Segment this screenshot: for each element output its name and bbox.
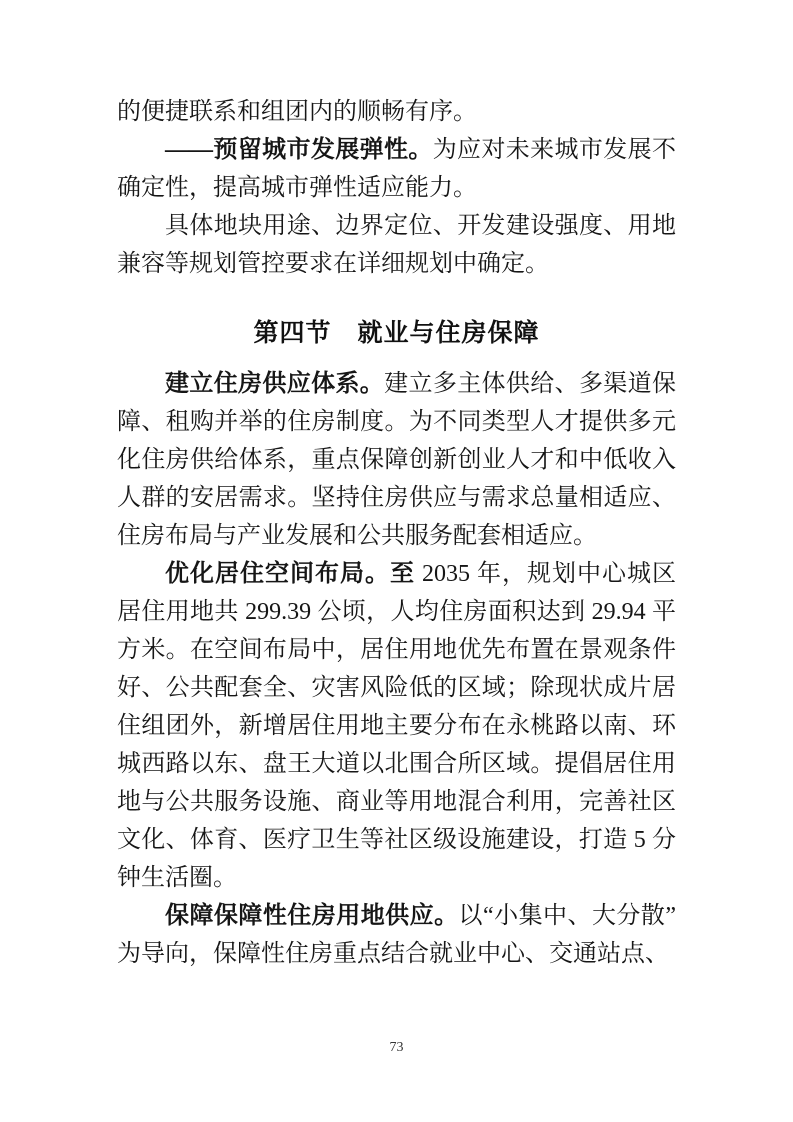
paragraph-text: 建立多主体供给、多渠道保障、租购并举的住房制度。为不同类型人才提供多元化住房供给体系，重点保障创新创业人才和中低收入人群的安居需求。坚持住房供应与需求总量相适应、住房布局与产业发展和公共服务配套相适应。	[117, 371, 677, 549]
paragraph	[117, 207, 676, 283]
paragraph	[117, 365, 676, 555]
paragraph-lead-bold: 保障保障性住房用地供应。	[165, 903, 459, 929]
paragraph-lead-bold: ——预留城市发展弹性。	[165, 137, 433, 163]
page-number: 73	[389, 1040, 404, 1055]
paragraph-text: 具体地块用途、边界定位、开发建设强度、用地兼容等规划管控要求在详细规划中确定。	[117, 213, 676, 277]
paragraph-text: 以“小集中、大分散”为导向，保障性住房重点结合就业中心、交通站点、	[117, 903, 677, 967]
document-body	[117, 93, 676, 973]
paragraph-text: 的便捷联系和组团内的顺畅有序。	[117, 99, 477, 125]
paragraph-lead-bold: 优化居住空间布局。至	[165, 561, 415, 587]
section-heading: 第四节 就业与住房保障	[253, 319, 540, 347]
paragraph-dash-item	[117, 131, 676, 207]
paragraph-lead-bold: 建立住房供应体系。	[165, 371, 385, 397]
paragraph-continuation	[117, 93, 676, 131]
paragraph-text: 2035 年，规划中心城区居住用地共 299.39 公顷，人均住房面积达到 29.94 平方米。在空间布局中，居住用地优先布置在景观条件好、公共配套全、灾害风险低的区域；除现状成片居住组团外，新增居住用地主要分布在永桃路以南、环城西路以东、盘王大道以北围合所区域。提倡居住用地与公共服务设施、商业等用地混合利用，完善社区文化、体育、医疗卫生等社区级设施建设，打造 5 分钟生活圈。	[117, 561, 676, 891]
paragraph	[117, 897, 676, 973]
paragraph-text: 为应对未来城市发展不确定性，提高城市弹性适应能力。	[117, 137, 677, 201]
paragraph	[117, 555, 676, 897]
